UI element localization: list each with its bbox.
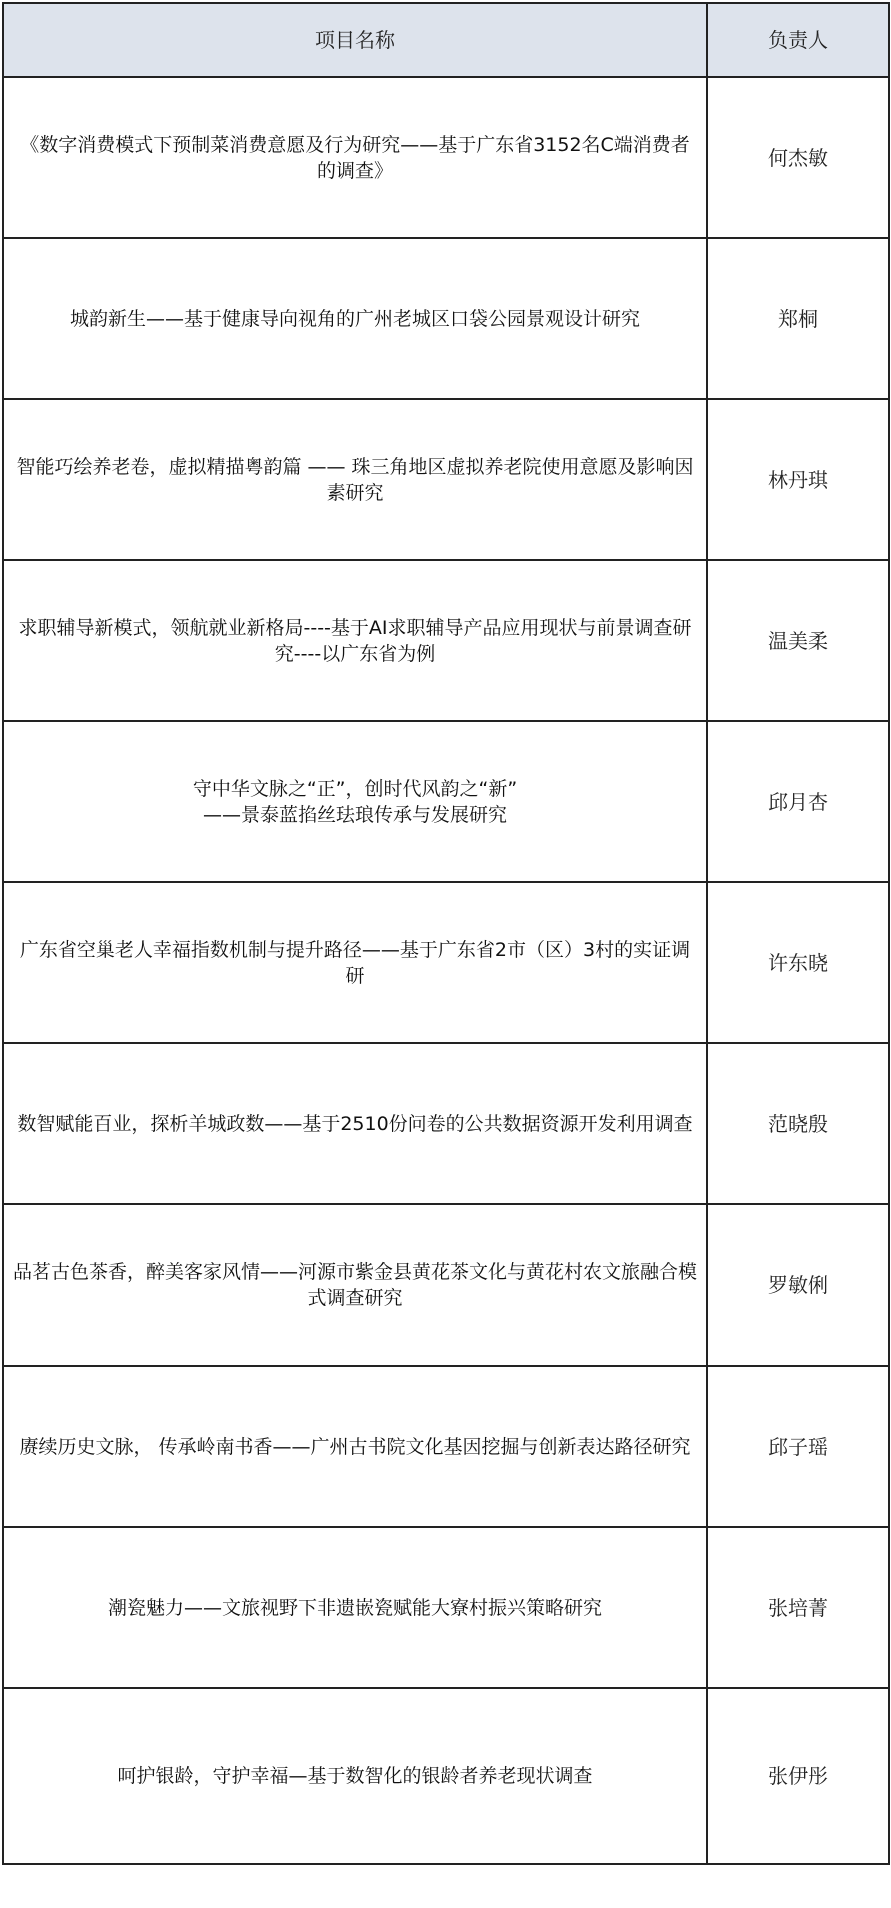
header-owner: 负责人 [707, 3, 889, 77]
owner-cell: 罗敏俐 [707, 1204, 889, 1366]
owner-cell: 郑桐 [707, 238, 889, 399]
project-name-cell: 求职辅导新模式，领航就业新格局----基于AI求职辅导产品应用现状与前景调查研究----以广东省为例 [3, 560, 707, 721]
owner-cell: 张伊彤 [707, 1688, 889, 1864]
owner-cell: 何杰敏 [707, 77, 889, 238]
project-name-cell: 广东省空巢老人幸福指数机制与提升路径——基于广东省2市（区）3村的实证调研 [3, 882, 707, 1043]
project-name-cell: 《数字消费模式下预制菜消费意愿及行为研究——基于广东省3152名C端消费者的调查》 [3, 77, 707, 238]
owner-cell: 邱子瑶 [707, 1366, 889, 1527]
table-header [3, 3, 889, 77]
bottom-margin [0, 1900, 891, 1908]
owner-cell: 邱月杏 [707, 721, 889, 882]
project-name-cell: 数智赋能百业，探析羊城政数——基于2510份问卷的公共数据资源开发利用调查 [3, 1043, 707, 1204]
owner-cell: 许东晓 [707, 882, 889, 1043]
owner-cell: 范晓殷 [707, 1043, 889, 1204]
table-body [3, 77, 889, 1864]
table-row [3, 882, 889, 1043]
project-name-cell: 呵护银龄，守护幸福—基于数智化的银龄者养老现状调查 [3, 1688, 707, 1864]
header-project-name: 项目名称 [3, 3, 707, 77]
header-row [3, 3, 889, 77]
owner-cell: 林丹琪 [707, 399, 889, 560]
table-row [3, 399, 889, 560]
table-row [3, 77, 889, 238]
table-row [3, 721, 889, 882]
project-name-cell: 守中华文脉之“正”，创时代风韵之“新” ——景泰蓝掐丝珐琅传承与发展研究 [3, 721, 707, 882]
table-row [3, 1688, 889, 1864]
table-row [3, 560, 889, 721]
table-row [3, 1043, 889, 1204]
project-name-cell: 城韵新生——基于健康导向视角的广州老城区口袋公园景观设计研究 [3, 238, 707, 399]
table-row [3, 1204, 889, 1366]
owner-cell: 张培菁 [707, 1527, 889, 1688]
project-name-cell: 品茗古色茶香，醉美客家风情——河源市紫金县黄花茶文化与黄花村农文旅融合模式调查研究 [3, 1204, 707, 1366]
table-row [3, 1527, 889, 1688]
table-row [3, 1366, 889, 1527]
owner-cell: 温美柔 [707, 560, 889, 721]
project-name-cell: 潮瓷魅力——文旅视野下非遗嵌瓷赋能大寮村振兴策略研究 [3, 1527, 707, 1688]
project-name-cell: 智能巧绘养老卷，虚拟精描粤韵篇 —— 珠三角地区虚拟养老院使用意愿及影响因素研究 [3, 399, 707, 560]
project-table [2, 2, 890, 1865]
table-row [3, 238, 889, 399]
project-name-cell: 赓续历史文脉， 传承岭南书香——广州古书院文化基因挖掘与创新表达路径研究 [3, 1366, 707, 1527]
